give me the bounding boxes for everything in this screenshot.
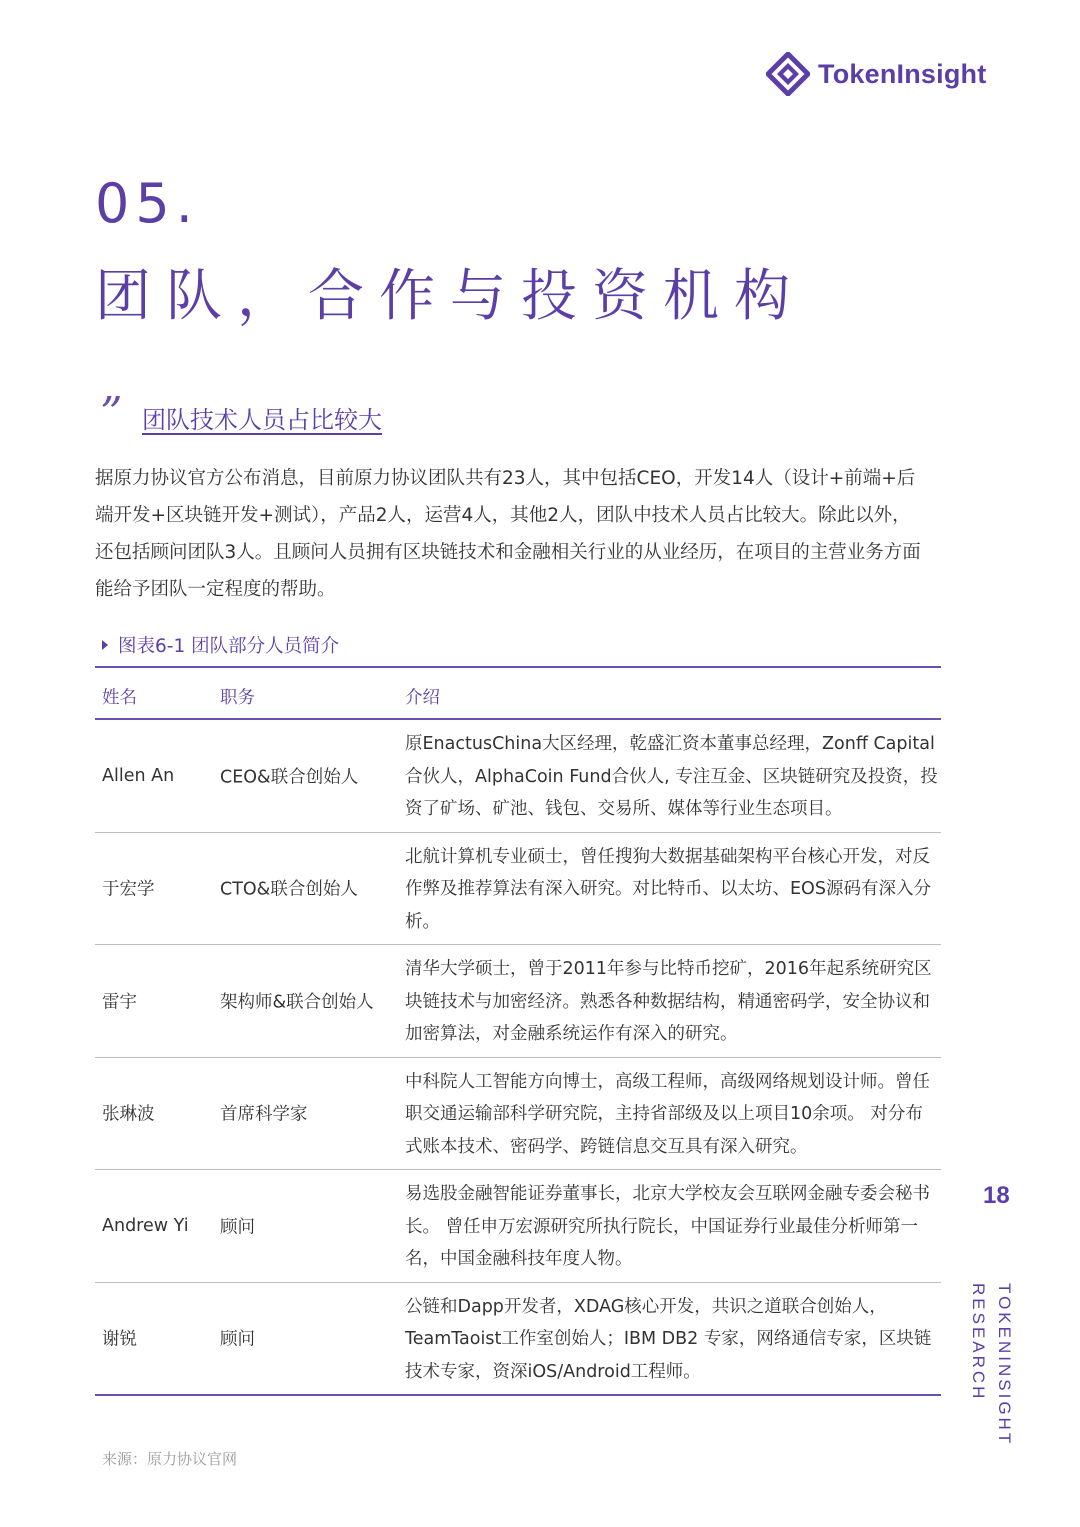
tokeninsight-logo-icon	[766, 52, 810, 96]
table-row	[95, 1170, 941, 1283]
cell-name: Allen An	[102, 765, 175, 786]
table-row	[95, 1283, 941, 1397]
header-role: 职务	[220, 688, 255, 708]
logo-text: TokenInsight	[818, 58, 987, 89]
table-header	[95, 668, 941, 720]
table-row	[95, 833, 941, 946]
cell-intro: 原EnactusChina大区经理，乾盛汇资本董事总经理，Zonff Capital合伙人，AlphaCoin Fund合伙人, 专注互金、区块链研究及投资，投资了矿场、矿池、钱包、交易所、媒体等行业生态项目。	[405, 734, 938, 819]
cell-intro: 公链和Dapp开发者，XDAG核心开发，共识之道联合创始人，TeamTaoist工作室创始人；IBM DB2 专家，网络通信专家，区块链技术专家，资深iOS/Android工程师。	[405, 1296, 932, 1382]
cell-role: 顾问	[220, 1329, 255, 1350]
header-name: 姓名	[102, 688, 137, 708]
cell-role: CEO&联合创始人	[220, 767, 359, 788]
brand-logo	[766, 52, 986, 96]
cell-role: 顾问	[220, 1217, 255, 1238]
table-row	[95, 720, 941, 833]
source-note: 来源：原力协议官网	[102, 1450, 238, 1468]
header-intro: 介绍	[405, 688, 440, 708]
section-title: 团队，合作与投资机构	[95, 264, 805, 329]
figure-caption-text: 图表6-1 团队部分人员简介	[118, 636, 340, 657]
page-number: 18	[983, 1182, 1010, 1209]
cell-intro: 中科院人工智能方向博士，高级工程师，高级网络规划设计师。曾任职交通运输部科学研究院，主持省部级及以上项目10余项。 对分布式账本技术、密码学、跨链信息交互具有深入研究。	[405, 1071, 930, 1157]
table-row	[95, 1058, 941, 1171]
cell-name: 谢锐	[102, 1329, 137, 1350]
section-number: 05.	[95, 172, 199, 235]
body-paragraph: 据原力协议官方公布消息，目前原力协议团队共有23人，其中包括CEO，开发14人（设计+前端+后端开发+区块链开发+测试），产品2人，运营4人，其他2人，团队中技术人员占比较大。除此以外，还包括顾问团队3人。且顾问人员拥有区块链技术和金融相关行业的从业经历，在项目的主营业务方面能给予团队一定程度的帮助。	[95, 468, 921, 600]
side-label-line2: RESEARCH	[969, 1283, 988, 1402]
quote-mark-icon: ”	[100, 388, 123, 439]
caret-right-icon	[102, 640, 108, 650]
team-table	[95, 666, 941, 1396]
cell-name: 张琳波	[102, 1104, 155, 1125]
cell-intro: 清华大学硕士，曾于2011年参与比特币挖矿，2016年起系统研究区块链技术与加密经济。熟悉各种数据结构，精通密码学，安全协议和加密算法，对金融系统运作有深入的研究。	[405, 959, 932, 1044]
subheading: 团队技术人员占比较大	[142, 406, 382, 434]
side-label	[962, 1283, 1014, 1463]
cell-intro: 易选股金融智能证券董事长，北京大学校友会互联网金融专委会秘书长。 曾任申万宏源研究所执行院长，中国证券行业最佳分析师第一名，中国金融科技年度人物。	[405, 1184, 930, 1269]
cell-intro: 北航计算机专业硕士，曾任搜狗大数据基础架构平台核心开发，对反作弊及推荐算法有深入研究。对比特币、以太坊、EOS源码有深入分析。	[405, 846, 931, 932]
cell-role: 架构师&联合创始人	[220, 992, 374, 1013]
figure-caption	[102, 632, 339, 658]
side-label-line1: TOKENINSIGHT	[995, 1283, 1014, 1447]
cell-name: 于宏学	[102, 879, 155, 900]
cell-role: 首席科学家	[220, 1104, 308, 1125]
cell-role: CTO&联合创始人	[220, 879, 358, 900]
cell-name: 雷宇	[102, 992, 137, 1013]
cell-name: Andrew Yi	[102, 1215, 189, 1236]
table-row	[95, 945, 941, 1058]
